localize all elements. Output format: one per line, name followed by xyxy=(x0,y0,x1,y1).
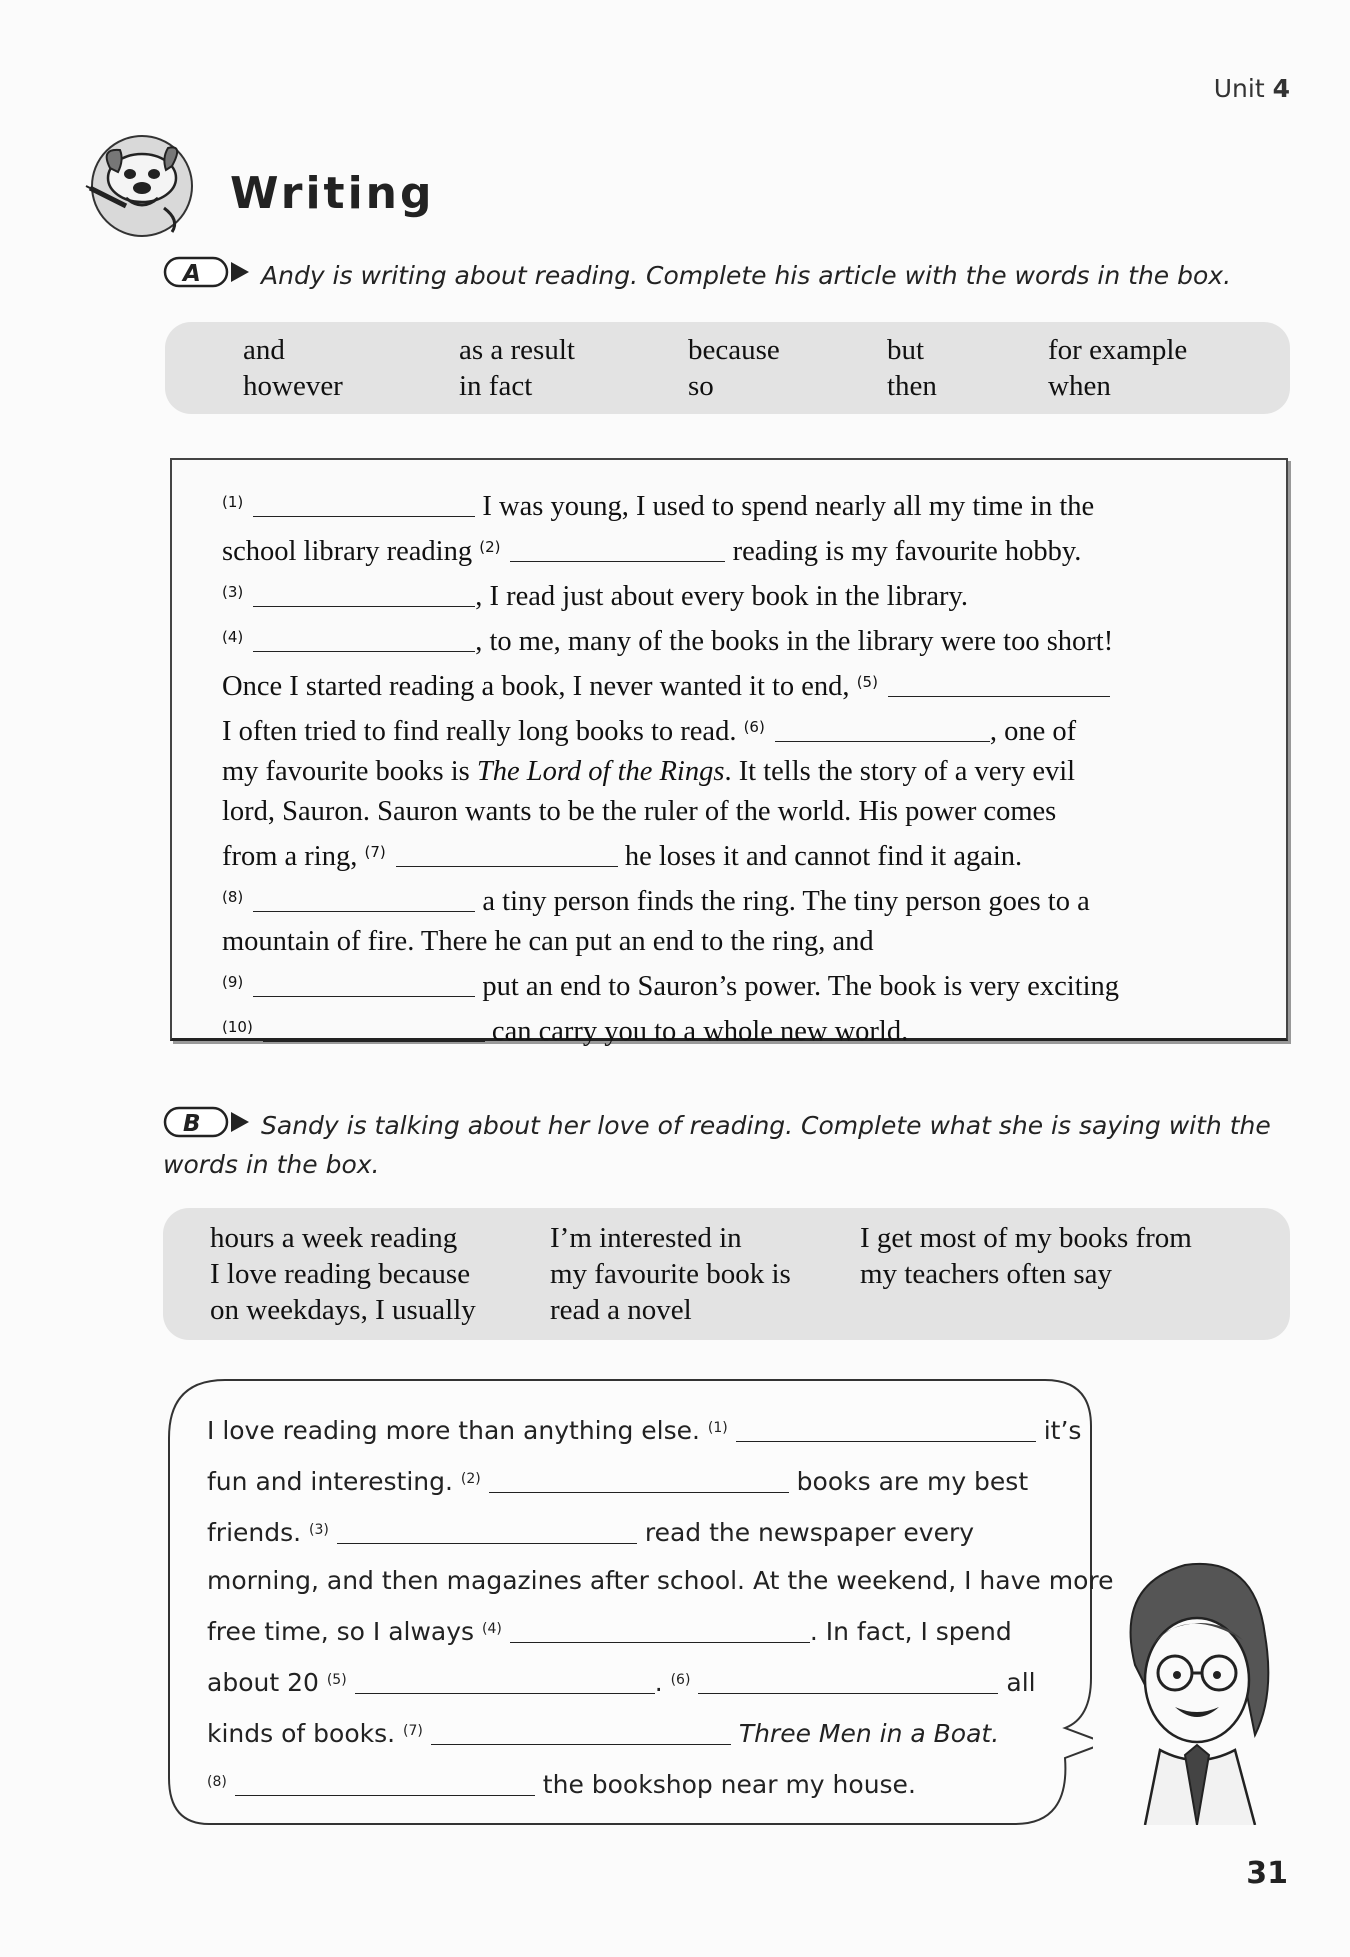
article-line xyxy=(222,1007,1262,1052)
line-text: free time, so I always xyxy=(207,1617,482,1646)
answer-blank[interactable] xyxy=(235,1773,535,1796)
word-box-column xyxy=(459,332,575,404)
answer-blank[interactable] xyxy=(253,885,475,912)
answer-blank[interactable] xyxy=(510,1620,810,1643)
article-line xyxy=(222,527,1262,572)
answer-blank[interactable] xyxy=(510,535,725,562)
line-text: I often tried to find really long books to read. xyxy=(222,716,744,747)
book-title: The Lord of the Rings xyxy=(476,756,725,787)
line-text: . It tells the story of a very evil xyxy=(724,756,1076,787)
answer-blank[interactable] xyxy=(698,1671,998,1694)
line-text: , I read just about every book in the library. xyxy=(475,581,969,612)
line-text xyxy=(731,1719,739,1748)
line-text: books are my best xyxy=(788,1467,1029,1496)
word-box-column xyxy=(550,1220,791,1328)
article-line: mountain of fire. There he can put an end to the ring, and xyxy=(222,926,874,957)
speech-line xyxy=(207,1404,1082,1455)
answer-blank[interactable] xyxy=(431,1722,731,1745)
speech-line xyxy=(207,1758,1077,1809)
word-box-column xyxy=(243,332,343,404)
word-option: I’m interested in xyxy=(550,1222,742,1254)
answer-blank[interactable] xyxy=(396,840,618,867)
word-option: however xyxy=(243,370,343,402)
word-box-column xyxy=(688,332,780,404)
word-option: because xyxy=(688,334,780,366)
blank-number: (2) xyxy=(479,538,501,556)
article-line xyxy=(222,482,1262,527)
badge-b-letter: B xyxy=(183,1111,201,1137)
answer-blank[interactable] xyxy=(337,1521,637,1544)
dog-mascot-icon xyxy=(80,128,208,238)
line-text: can carry you to a whole new world. xyxy=(484,1016,909,1047)
unit-word: Unit xyxy=(1213,74,1265,103)
line-text: read the newspaper every xyxy=(636,1518,975,1547)
blank-number: (6) xyxy=(743,718,765,736)
word-box-column xyxy=(210,1220,476,1328)
line-text: my favourite books is xyxy=(222,756,477,787)
word-option: my teachers often say xyxy=(860,1258,1113,1290)
blank-number: (6) xyxy=(670,1672,691,1688)
article-line xyxy=(222,832,1262,877)
line-text: put an end to Sauron’s power. The book is very exciting xyxy=(475,971,1120,1002)
word-option: then xyxy=(887,370,937,402)
blank-number: (1) xyxy=(222,493,244,511)
unit-label xyxy=(1214,74,1290,103)
instruction-text: Sandy is talking about her love of reading. Complete what she is saying with the xyxy=(261,1111,1271,1140)
article-line xyxy=(222,962,1262,1007)
article-line xyxy=(222,752,1262,792)
instruction-text: Andy is writing about reading. Complete his article with the words in the box. xyxy=(261,261,1232,290)
article-line: lord, Sauron. Sauron wants to be the ruler of the world. His power comes xyxy=(222,796,1057,827)
book-title: Three Men in a Boat. xyxy=(738,1719,1000,1748)
line-text: . xyxy=(654,1668,671,1697)
answer-blank[interactable] xyxy=(263,1015,485,1042)
section-b-instruction xyxy=(163,1106,1283,1184)
blank-number: (3) xyxy=(309,1522,329,1538)
word-option: for example xyxy=(1048,334,1188,366)
speech-line xyxy=(207,1707,1077,1758)
blank-number: (5) xyxy=(326,1672,347,1688)
line-text: a tiny person finds the ring. The tiny person goes to a xyxy=(475,886,1090,917)
blank-number: (5) xyxy=(856,673,878,691)
speech-line xyxy=(207,1506,1077,1557)
section-a-instruction xyxy=(163,256,1231,295)
blank-number: (4) xyxy=(222,628,244,646)
instruction-text: words in the box. xyxy=(163,1150,380,1179)
word-option: but xyxy=(887,334,925,366)
article-line xyxy=(222,707,1262,752)
word-box-column xyxy=(887,332,937,404)
word-option: when xyxy=(1048,370,1111,402)
article-text xyxy=(222,482,1262,1052)
section-b-badge xyxy=(163,1106,251,1138)
word-option: my favourite book is xyxy=(550,1258,791,1290)
line-text: from a ring, xyxy=(222,841,365,872)
article-line xyxy=(222,877,1262,922)
answer-blank[interactable] xyxy=(253,625,475,652)
line-text: kinds of books. xyxy=(207,1719,404,1748)
blank-number: (8) xyxy=(207,1774,227,1790)
answer-blank[interactable] xyxy=(736,1419,1036,1442)
blank-number: (7) xyxy=(403,1723,423,1739)
article-line xyxy=(222,572,1262,617)
line-text: . In fact, I spend xyxy=(809,1617,1012,1646)
article-line xyxy=(222,662,1262,707)
blank-number: (7) xyxy=(364,843,386,861)
word-option: as a result xyxy=(459,334,575,366)
badge-a-letter: A xyxy=(183,261,201,287)
line-text: I love reading more than anything else. xyxy=(207,1416,708,1445)
word-option: and xyxy=(243,334,285,366)
answer-blank[interactable] xyxy=(489,1470,789,1493)
speech-line xyxy=(207,1656,1077,1707)
speech-line xyxy=(207,1605,1077,1656)
line-text: all xyxy=(998,1668,1036,1697)
article-box xyxy=(170,458,1288,1047)
blank-number: (10) xyxy=(222,1018,253,1036)
word-option: I love reading because xyxy=(210,1258,471,1290)
line-text: , to me, many of the books in the library were too short! xyxy=(475,626,1114,657)
line-text: he loses it and cannot find it again. xyxy=(617,841,1023,872)
word-option: on weekdays, I usually xyxy=(210,1294,476,1326)
blank-number: (4) xyxy=(482,1621,502,1637)
word-option: in fact xyxy=(459,370,533,402)
answer-blank[interactable] xyxy=(253,580,475,607)
article-line xyxy=(222,617,1262,662)
blank-number: (2) xyxy=(460,1471,481,1487)
section-a-badge xyxy=(163,256,251,288)
line-text: Once I started reading a book, I never wanted it to end, xyxy=(222,671,857,702)
answer-blank[interactable] xyxy=(355,1671,655,1694)
blank-number: (8) xyxy=(222,888,244,906)
answer-blank[interactable] xyxy=(253,970,475,997)
line-text: , one of xyxy=(989,716,1077,747)
word-option: read a novel xyxy=(550,1294,692,1326)
line-text: about 20 xyxy=(207,1668,327,1697)
word-option: so xyxy=(688,370,714,402)
line-text: school library reading xyxy=(222,536,480,567)
speech-line xyxy=(207,1455,1077,1506)
word-box-column xyxy=(860,1220,1192,1292)
line-text: it’s xyxy=(1035,1416,1082,1445)
speech-text xyxy=(207,1404,1114,1809)
blank-number: (3) xyxy=(222,583,244,601)
speech-line: morning, and then magazines after school. At the weekend, I have more xyxy=(207,1566,1114,1595)
word-option: hours a week reading xyxy=(210,1222,458,1254)
line-text: fun and interesting. xyxy=(207,1467,461,1496)
line-text: friends. xyxy=(207,1518,310,1547)
answer-blank[interactable] xyxy=(888,670,1110,697)
answer-blank[interactable] xyxy=(775,715,990,742)
section-title: Writing xyxy=(230,168,435,219)
answer-blank[interactable] xyxy=(253,490,475,517)
girl-illustration-icon xyxy=(1105,1545,1285,1825)
page-number: 31 xyxy=(1246,1856,1288,1891)
blank-number: (9) xyxy=(222,973,244,991)
unit-number: 4 xyxy=(1272,74,1290,103)
word-box-column xyxy=(1048,332,1187,404)
line-text: reading is my favourite hobby. xyxy=(725,536,1082,567)
line-text: the bookshop near my house. xyxy=(534,1770,916,1799)
word-option: I get most of my books from xyxy=(860,1222,1192,1254)
blank-number: (1) xyxy=(707,1420,728,1436)
line-text: I was young, I used to spend nearly all my time in the xyxy=(475,491,1095,522)
